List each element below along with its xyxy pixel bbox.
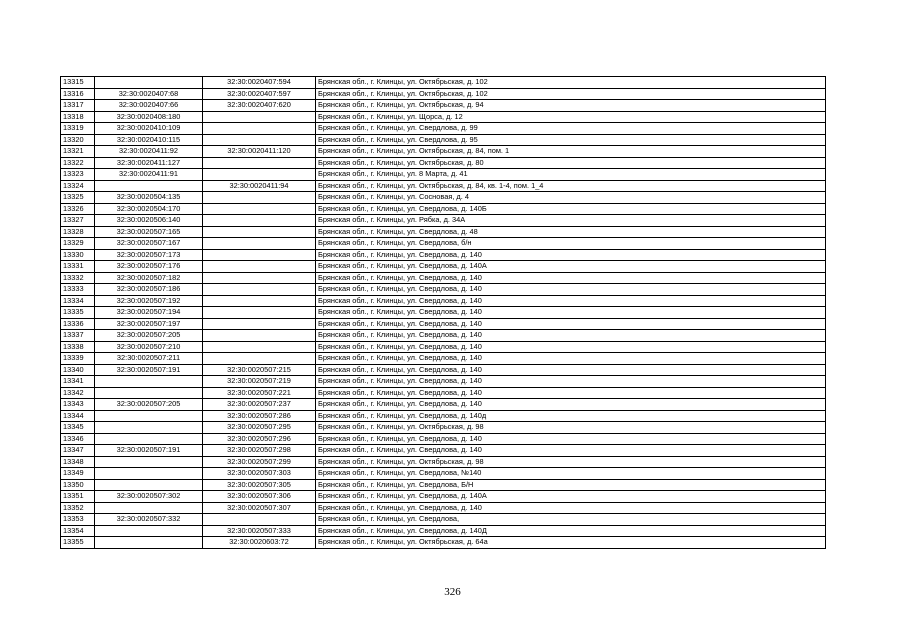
cadastral-number-cell <box>203 134 316 146</box>
table-row <box>61 410 826 422</box>
cadastral-number-cell: 32:30:0020411:91 <box>95 169 203 181</box>
cadastral-number-cell: 32:30:0020507:211 <box>95 353 203 365</box>
table-row <box>61 261 826 273</box>
cadastral-number-cell: 32:30:0020507:197 <box>95 318 203 330</box>
cadastral-number-cell: 32:30:0020506:140 <box>95 215 203 227</box>
table-row <box>61 341 826 353</box>
address-cell: Брянская обл., г. Клинцы, ул. Октябрьская, д. 102 <box>316 77 826 89</box>
row-number-cell: 13319 <box>61 123 95 135</box>
table-row <box>61 330 826 342</box>
cadastral-number-cell: 32:30:0020507:205 <box>95 330 203 342</box>
cadastral-number-cell <box>95 387 203 399</box>
row-number-cell: 13321 <box>61 146 95 158</box>
row-number-cell: 13324 <box>61 180 95 192</box>
cadastral-number-cell: 32:30:0020507:205 <box>95 399 203 411</box>
row-number-cell: 13345 <box>61 422 95 434</box>
row-number-cell: 13342 <box>61 387 95 399</box>
cadastral-number-cell <box>95 456 203 468</box>
cadastral-number-cell <box>203 169 316 181</box>
cadastral-number-cell <box>203 123 316 135</box>
row-number-cell: 13332 <box>61 272 95 284</box>
row-number-cell: 13344 <box>61 410 95 422</box>
cadastral-number-cell <box>95 502 203 514</box>
cadastral-number-cell: 32:30:0020507:182 <box>95 272 203 284</box>
cadastral-number-cell: 32:30:0020407:66 <box>95 100 203 112</box>
address-cell: Брянская обл., г. Клинцы, ул. Октябрьская, д. 94 <box>316 100 826 112</box>
cadastral-number-cell <box>95 525 203 537</box>
address-cell: Брянская обл., г. Клинцы, ул. Свердлова, д. 99 <box>316 123 826 135</box>
cadastral-number-cell: 32:30:0020507:306 <box>203 491 316 503</box>
address-cell: Брянская обл., г. Клинцы, ул. Свердлова, б/н <box>316 238 826 250</box>
cadastral-number-cell <box>203 192 316 204</box>
cadastral-number-cell: 32:30:0020407:594 <box>203 77 316 89</box>
row-number-cell: 13327 <box>61 215 95 227</box>
cadastral-number-cell: 32:30:0020411:92 <box>95 146 203 158</box>
cadastral-number-cell: 32:30:0020411:120 <box>203 146 316 158</box>
table-row <box>61 111 826 123</box>
address-cell: Брянская обл., г. Клинцы, ул. Свердлова, д. 140 <box>316 502 826 514</box>
cadastral-number-cell <box>95 479 203 491</box>
table-row <box>61 226 826 238</box>
cadastral-number-cell <box>203 272 316 284</box>
table-row <box>61 445 826 457</box>
address-cell: Брянская обл., г. Клинцы, ул. Рябка, д. 34А <box>316 215 826 227</box>
cadastral-number-cell: 32:30:0020507:210 <box>95 341 203 353</box>
cadastral-number-cell: 32:30:0020411:127 <box>95 157 203 169</box>
row-number-cell: 13317 <box>61 100 95 112</box>
row-number-cell: 13330 <box>61 249 95 261</box>
address-cell: Брянская обл., г. Клинцы, ул. Октябрьская, д. 84, пом. 1 <box>316 146 826 158</box>
table-row <box>61 272 826 284</box>
row-number-cell: 13315 <box>61 77 95 89</box>
cadastral-number-cell: 32:30:0020411:94 <box>203 180 316 192</box>
table-row <box>61 399 826 411</box>
cadastral-number-cell: 32:30:0020507:295 <box>203 422 316 434</box>
cadastral-number-cell <box>203 238 316 250</box>
cadastral-number-cell <box>203 307 316 319</box>
address-cell: Брянская обл., г. Клинцы, ул. Свердлова, д. 140А <box>316 261 826 273</box>
table-row <box>61 456 826 468</box>
address-cell: Брянская обл., г. Клинцы, ул. Свердлова, №140 <box>316 468 826 480</box>
row-number-cell: 13335 <box>61 307 95 319</box>
table-row <box>61 284 826 296</box>
table-row <box>61 203 826 215</box>
address-cell: Брянская обл., г. Клинцы, ул. Свердлова, <box>316 514 826 526</box>
cadastral-number-cell <box>203 330 316 342</box>
cadastral-number-cell <box>203 157 316 169</box>
address-cell: Брянская обл., г. Клинцы, ул. Свердлова, д. 140 <box>316 387 826 399</box>
cadastral-number-cell <box>203 203 316 215</box>
row-number-cell: 13337 <box>61 330 95 342</box>
address-cell: Брянская обл., г. Клинцы, ул. Свердлова, д. 140 <box>316 330 826 342</box>
table-row <box>61 134 826 146</box>
address-cell: Брянская обл., г. Клинцы, ул. Свердлова, д. 140 <box>316 353 826 365</box>
address-cell: Брянская обл., г. Клинцы, ул. Октябрьская, д. 102 <box>316 88 826 100</box>
address-cell: Брянская обл., г. Клинцы, ул. Свердлова, д. 140 <box>316 272 826 284</box>
address-cell: Брянская обл., г. Клинцы, ул. Свердлова, д. 140 <box>316 399 826 411</box>
address-cell: Брянская обл., г. Клинцы, ул. Свердлова, Б/Н <box>316 479 826 491</box>
table-row <box>61 353 826 365</box>
row-number-cell: 13350 <box>61 479 95 491</box>
cadastral-number-cell <box>203 215 316 227</box>
cadastral-number-cell <box>95 433 203 445</box>
cadastral-number-cell <box>95 180 203 192</box>
table-row <box>61 88 826 100</box>
row-number-cell: 13347 <box>61 445 95 457</box>
table-row <box>61 169 826 181</box>
cadastral-number-cell: 32:30:0020507:286 <box>203 410 316 422</box>
table-row <box>61 100 826 112</box>
cadastral-number-cell: 32:30:0020507:186 <box>95 284 203 296</box>
address-cell: Брянская обл., г. Клинцы, ул. Октябрьская, д. 98 <box>316 422 826 434</box>
cadastral-number-cell <box>203 341 316 353</box>
address-cell: Брянская обл., г. Клинцы, ул. Свердлова, д. 140 <box>316 433 826 445</box>
row-number-cell: 13348 <box>61 456 95 468</box>
cadastral-number-cell: 32:30:0020407:597 <box>203 88 316 100</box>
address-cell: Брянская обл., г. Клинцы, ул. 8 Марта, д. 41 <box>316 169 826 181</box>
table-row <box>61 249 826 261</box>
row-number-cell: 13328 <box>61 226 95 238</box>
row-number-cell: 13340 <box>61 364 95 376</box>
table-row <box>61 318 826 330</box>
row-number-cell: 13351 <box>61 491 95 503</box>
cadastral-number-cell: 32:30:0020507:333 <box>203 525 316 537</box>
address-cell: Брянская обл., г. Клинцы, ул. Октябрьская, д. 98 <box>316 456 826 468</box>
address-cell: Брянская обл., г. Клинцы, ул. Свердлова, д. 140Д <box>316 525 826 537</box>
table-row <box>61 364 826 376</box>
cadastral-number-cell <box>203 514 316 526</box>
cadastral-number-cell: 32:30:0020507:303 <box>203 468 316 480</box>
table-row <box>61 146 826 158</box>
row-number-cell: 13336 <box>61 318 95 330</box>
table-row <box>61 238 826 250</box>
cadastral-number-cell <box>203 226 316 238</box>
address-cell: Брянская обл., г. Клинцы, ул. Свердлова, д. 140 <box>316 376 826 388</box>
cadastral-number-cell: 32:30:0020507:215 <box>203 364 316 376</box>
cadastral-number-cell <box>95 422 203 434</box>
cadastral-number-cell: 32:30:0020507:194 <box>95 307 203 319</box>
cadastral-number-cell <box>95 77 203 89</box>
cadastral-number-cell <box>203 318 316 330</box>
cadastral-number-cell: 32:30:0020507:173 <box>95 249 203 261</box>
cadastral-number-cell <box>203 111 316 123</box>
cadastral-number-cell <box>95 468 203 480</box>
row-number-cell: 13320 <box>61 134 95 146</box>
cadastral-number-cell <box>203 284 316 296</box>
cadastral-number-cell <box>95 537 203 549</box>
cadastral-number-cell: 32:30:0020507:167 <box>95 238 203 250</box>
cadastral-number-cell: 32:30:0020507:221 <box>203 387 316 399</box>
page-number: 326 <box>444 586 461 598</box>
table-row <box>61 537 826 549</box>
row-number-cell: 13338 <box>61 341 95 353</box>
address-cell: Брянская обл., г. Клинцы, ул. Свердлова, д. 140 <box>316 364 826 376</box>
address-cell: Брянская обл., г. Клинцы, ул. Свердлова, д. 140 <box>316 295 826 307</box>
table-row <box>61 192 826 204</box>
address-cell: Брянская обл., г. Клинцы, ул. Свердлова, д. 140А <box>316 491 826 503</box>
cadastral-number-cell: 32:30:0020603:72 <box>203 537 316 549</box>
table-row <box>61 502 826 514</box>
row-number-cell: 13341 <box>61 376 95 388</box>
row-number-cell: 13322 <box>61 157 95 169</box>
cadastral-number-cell: 32:30:0020504:170 <box>95 203 203 215</box>
address-cell: Брянская обл., г. Клинцы, ул. Свердлова, д. 95 <box>316 134 826 146</box>
cadastral-number-cell: 32:30:0020507:332 <box>95 514 203 526</box>
address-cell: Брянская обл., г. Клинцы, ул. Щорса, д. 12 <box>316 111 826 123</box>
address-cell: Брянская обл., г. Клинцы, ул. Свердлова, д. 140 <box>316 307 826 319</box>
address-cell: Брянская обл., г. Клинцы, ул. Октябрьская, д. 64а <box>316 537 826 549</box>
cadastral-number-cell: 32:30:0020407:68 <box>95 88 203 100</box>
table-row <box>61 376 826 388</box>
cadastral-number-cell: 32:30:0020410:109 <box>95 123 203 135</box>
address-cell: Брянская обл., г. Клинцы, ул. Октябрьская, д. 80 <box>316 157 826 169</box>
cadastral-number-cell: 32:30:0020507:176 <box>95 261 203 273</box>
row-number-cell: 13325 <box>61 192 95 204</box>
cadastral-number-cell: 32:30:0020507:219 <box>203 376 316 388</box>
cadastral-number-cell <box>95 376 203 388</box>
cadastral-number-cell: 32:30:0020507:192 <box>95 295 203 307</box>
cadastral-number-cell: 32:30:0020507:299 <box>203 456 316 468</box>
table-row <box>61 433 826 445</box>
address-cell: Брянская обл., г. Клинцы, ул. Свердлова, д. 140Б <box>316 203 826 215</box>
address-cell: Брянская обл., г. Клинцы, ул. Свердлова, д. 140 <box>316 249 826 261</box>
table-row <box>61 422 826 434</box>
row-number-cell: 13318 <box>61 111 95 123</box>
cadastral-number-cell: 32:30:0020507:191 <box>95 364 203 376</box>
row-number-cell: 13339 <box>61 353 95 365</box>
row-number-cell: 13355 <box>61 537 95 549</box>
table-row <box>61 123 826 135</box>
address-cell: Брянская обл., г. Клинцы, ул. Свердлова, д. 140 <box>316 445 826 457</box>
cadastral-number-cell: 32:30:0020507:165 <box>95 226 203 238</box>
row-number-cell: 13349 <box>61 468 95 480</box>
cadastral-number-cell: 32:30:0020507:191 <box>95 445 203 457</box>
address-cell: Брянская обл., г. Клинцы, ул. Свердлова, д. 48 <box>316 226 826 238</box>
cadastral-number-cell <box>203 295 316 307</box>
address-cell: Брянская обл., г. Клинцы, ул. Свердлова, д. 140 <box>316 341 826 353</box>
row-number-cell: 13343 <box>61 399 95 411</box>
row-number-cell: 13323 <box>61 169 95 181</box>
row-number-cell: 13333 <box>61 284 95 296</box>
table-row <box>61 525 826 537</box>
cadastral-number-cell: 32:30:0020507:296 <box>203 433 316 445</box>
table-row <box>61 468 826 480</box>
cadastral-number-cell: 32:30:0020407:620 <box>203 100 316 112</box>
cadastral-number-cell: 32:30:0020504:135 <box>95 192 203 204</box>
table-body <box>61 77 826 549</box>
cadastral-number-cell: 32:30:0020507:307 <box>203 502 316 514</box>
table-row <box>61 514 826 526</box>
table-row <box>61 77 826 89</box>
row-number-cell: 13346 <box>61 433 95 445</box>
row-number-cell: 13354 <box>61 525 95 537</box>
table-row <box>61 307 826 319</box>
table-row <box>61 180 826 192</box>
address-cell: Брянская обл., г. Клинцы, ул. Свердлова, д. 140 <box>316 284 826 296</box>
address-cell: Брянская обл., г. Клинцы, ул. Сосновая, д. 4 <box>316 192 826 204</box>
table-row <box>61 157 826 169</box>
address-cell: Брянская обл., г. Клинцы, ул. Октябрьская, д. 84, кв. 1-4, пом. 1_4 <box>316 180 826 192</box>
cadastral-number-cell: 32:30:0020410:115 <box>95 134 203 146</box>
row-number-cell: 13353 <box>61 514 95 526</box>
cadastral-number-cell <box>203 249 316 261</box>
property-table <box>60 76 826 549</box>
cadastral-number-cell: 32:30:0020507:305 <box>203 479 316 491</box>
cadastral-number-cell: 32:30:0020507:302 <box>95 491 203 503</box>
table-row <box>61 491 826 503</box>
table-row <box>61 387 826 399</box>
address-cell: Брянская обл., г. Клинцы, ул. Свердлова, д. 140д <box>316 410 826 422</box>
address-cell: Брянская обл., г. Клинцы, ул. Свердлова, д. 140 <box>316 318 826 330</box>
cadastral-number-cell <box>95 410 203 422</box>
row-number-cell: 13331 <box>61 261 95 273</box>
table-row <box>61 215 826 227</box>
cadastral-number-cell <box>203 353 316 365</box>
row-number-cell: 13316 <box>61 88 95 100</box>
row-number-cell: 13334 <box>61 295 95 307</box>
cadastral-number-cell: 32:30:0020507:298 <box>203 445 316 457</box>
cadastral-number-cell: 32:30:0020408:180 <box>95 111 203 123</box>
table-row <box>61 295 826 307</box>
cadastral-number-cell <box>203 261 316 273</box>
row-number-cell: 13326 <box>61 203 95 215</box>
row-number-cell: 13329 <box>61 238 95 250</box>
table-row <box>61 479 826 491</box>
cadastral-number-cell: 32:30:0020507:237 <box>203 399 316 411</box>
row-number-cell: 13352 <box>61 502 95 514</box>
